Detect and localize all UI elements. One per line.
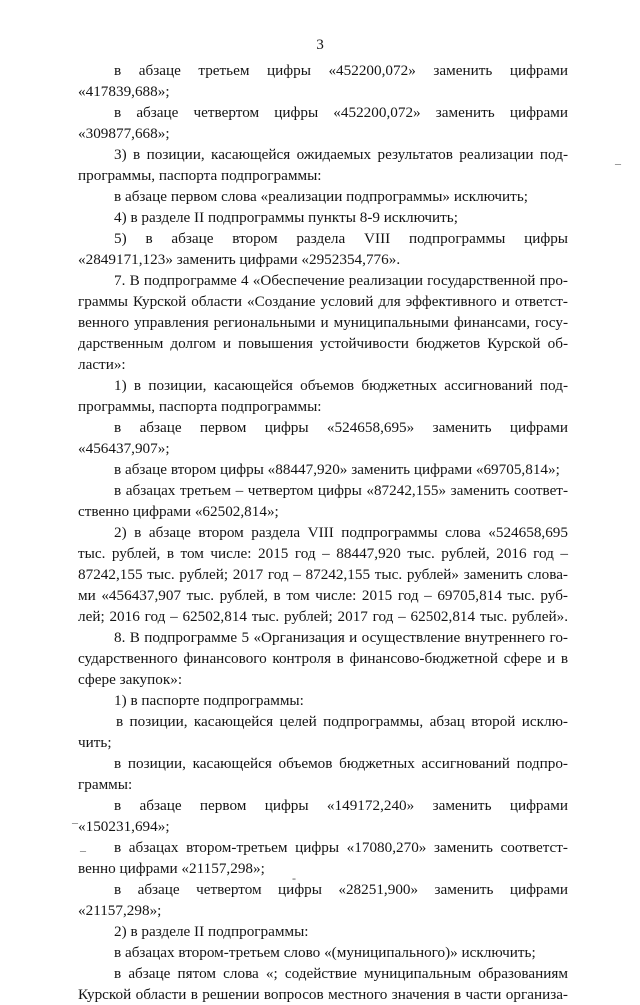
text-line: венного управления региональными и муниципальными финансами, госу-: [78, 314, 568, 331]
text-line: программы, паспорта подпрограммы:: [78, 167, 322, 184]
text-line: в абзаце первом цифры «524658,695» заменить цифрами: [114, 419, 568, 436]
document-body: [78, 60, 568, 1005]
text-line: венно цифрами «21157,298»;: [78, 860, 265, 877]
text-line: в абзаце четвертом цифры «452200,072» заменить цифрами: [114, 104, 568, 121]
page-number: 3: [316, 36, 324, 53]
text-line: «417839,688»;: [78, 83, 170, 100]
text-line: в абзацах третьем – четвертом цифры «87242,155» заменить соответ-: [114, 482, 568, 499]
margin-dash-mark: –: [80, 843, 86, 857]
text-line: 1) в позиции, касающейся объемов бюджетных ассигнований под-: [114, 377, 568, 394]
text-line: ми «456437,907 тыс. рублей, в том числе: 2015 год – 69705,814 тыс. руб-: [78, 587, 568, 604]
margin-dash-mark: –: [615, 156, 621, 170]
text-line: в абзаце четвертом цифры «28251,900» заменить цифрами: [114, 881, 568, 898]
text-line: «309877,668»;: [78, 125, 170, 142]
text-line: в абзаце пятом слова «; содействие муниципальным образованиям: [114, 965, 568, 982]
text-line: в абзаце первом цифры «149172,240» заменить цифрами: [114, 797, 568, 814]
text-line: 87242,155 тыс. рублей; 2017 год – 87242,155 тыс. рублей» заменить слова-: [78, 566, 568, 583]
text-line: «2849171,123» заменить цифрами «2952354,776».: [78, 251, 401, 268]
text-line: «150231,694»;: [78, 818, 170, 835]
text-line: Курской области в решении вопросов местного значения в части организа-: [78, 986, 568, 1003]
text-line: «456437,907»;: [78, 440, 170, 457]
text-line: в позиции, касающейся целей подпрограммы, абзац второй исклю-: [116, 713, 568, 730]
margin-dash-mark: -: [292, 871, 296, 885]
text-line: программы, паспорта подпрограммы:: [78, 398, 322, 415]
text-line: тыс. рублей, в том числе: 2015 год – 88447,920 тыс. рублей, 2016 год –: [78, 545, 568, 562]
margin-dash-mark: –: [72, 815, 78, 829]
text-line: 4) в разделе II подпрограммы пункты 8-9 исключить;: [114, 209, 458, 226]
text-line: в абзаце третьем цифры «452200,072» заменить цифрами: [114, 62, 568, 79]
text-line: 3) в позиции, касающейся ожидаемых результатов реализации под-: [114, 146, 568, 163]
text-line: лей; 2016 год – 62502,814 тыс. рублей; 2017 год – 62502,814 тыс. рублей».: [78, 608, 568, 625]
text-line: в абзаце втором цифры «88447,920» заменить цифрами «69705,814»;: [114, 461, 560, 478]
text-line: чить;: [78, 734, 112, 751]
text-line: в позиции, касающейся объемов бюджетных ассигнований подпро-: [114, 755, 568, 772]
text-line: 8. В подпрограмме 5 «Организация и осуществление внутреннего го-: [114, 629, 568, 646]
text-line: ственно цифрами «62502,814»;: [78, 503, 279, 520]
text-line: в абзаце первом слова «реализации подпрограммы» исключить;: [114, 188, 528, 205]
text-line: 2) в абзаце втором раздела VIII подпрограммы слова «524658,695: [114, 524, 568, 541]
text-line: ласти»:: [78, 356, 126, 373]
text-line: «21157,298»;: [78, 902, 162, 919]
text-line: сударственного финансового контроля в финансово-бюджетной сфере и в: [78, 650, 568, 667]
text-line: в абзацах втором-третьем слово «(муниципального)» исключить;: [114, 944, 536, 961]
text-line: 1) в паспорте подпрограммы:: [114, 692, 304, 709]
text-line: 7. В подпрограмме 4 «Обеспечение реализации государственной про-: [114, 272, 568, 289]
text-line: дарственным долгом и повышения устойчивости бюджетов Курской об-: [78, 335, 568, 352]
text-line: граммы Курской области «Создание условий для эффективного и ответст-: [78, 293, 568, 310]
text-line: 5) в абзаце втором раздела VIII подпрограммы цифры: [114, 230, 568, 247]
text-line: сфере закупок»:: [78, 671, 183, 688]
text-line: в абзацах втором-третьем цифры «17080,270» заменить соответст-: [114, 839, 568, 856]
text-line: граммы:: [78, 776, 133, 793]
text-line: 2) в разделе II подпрограммы:: [114, 923, 309, 940]
